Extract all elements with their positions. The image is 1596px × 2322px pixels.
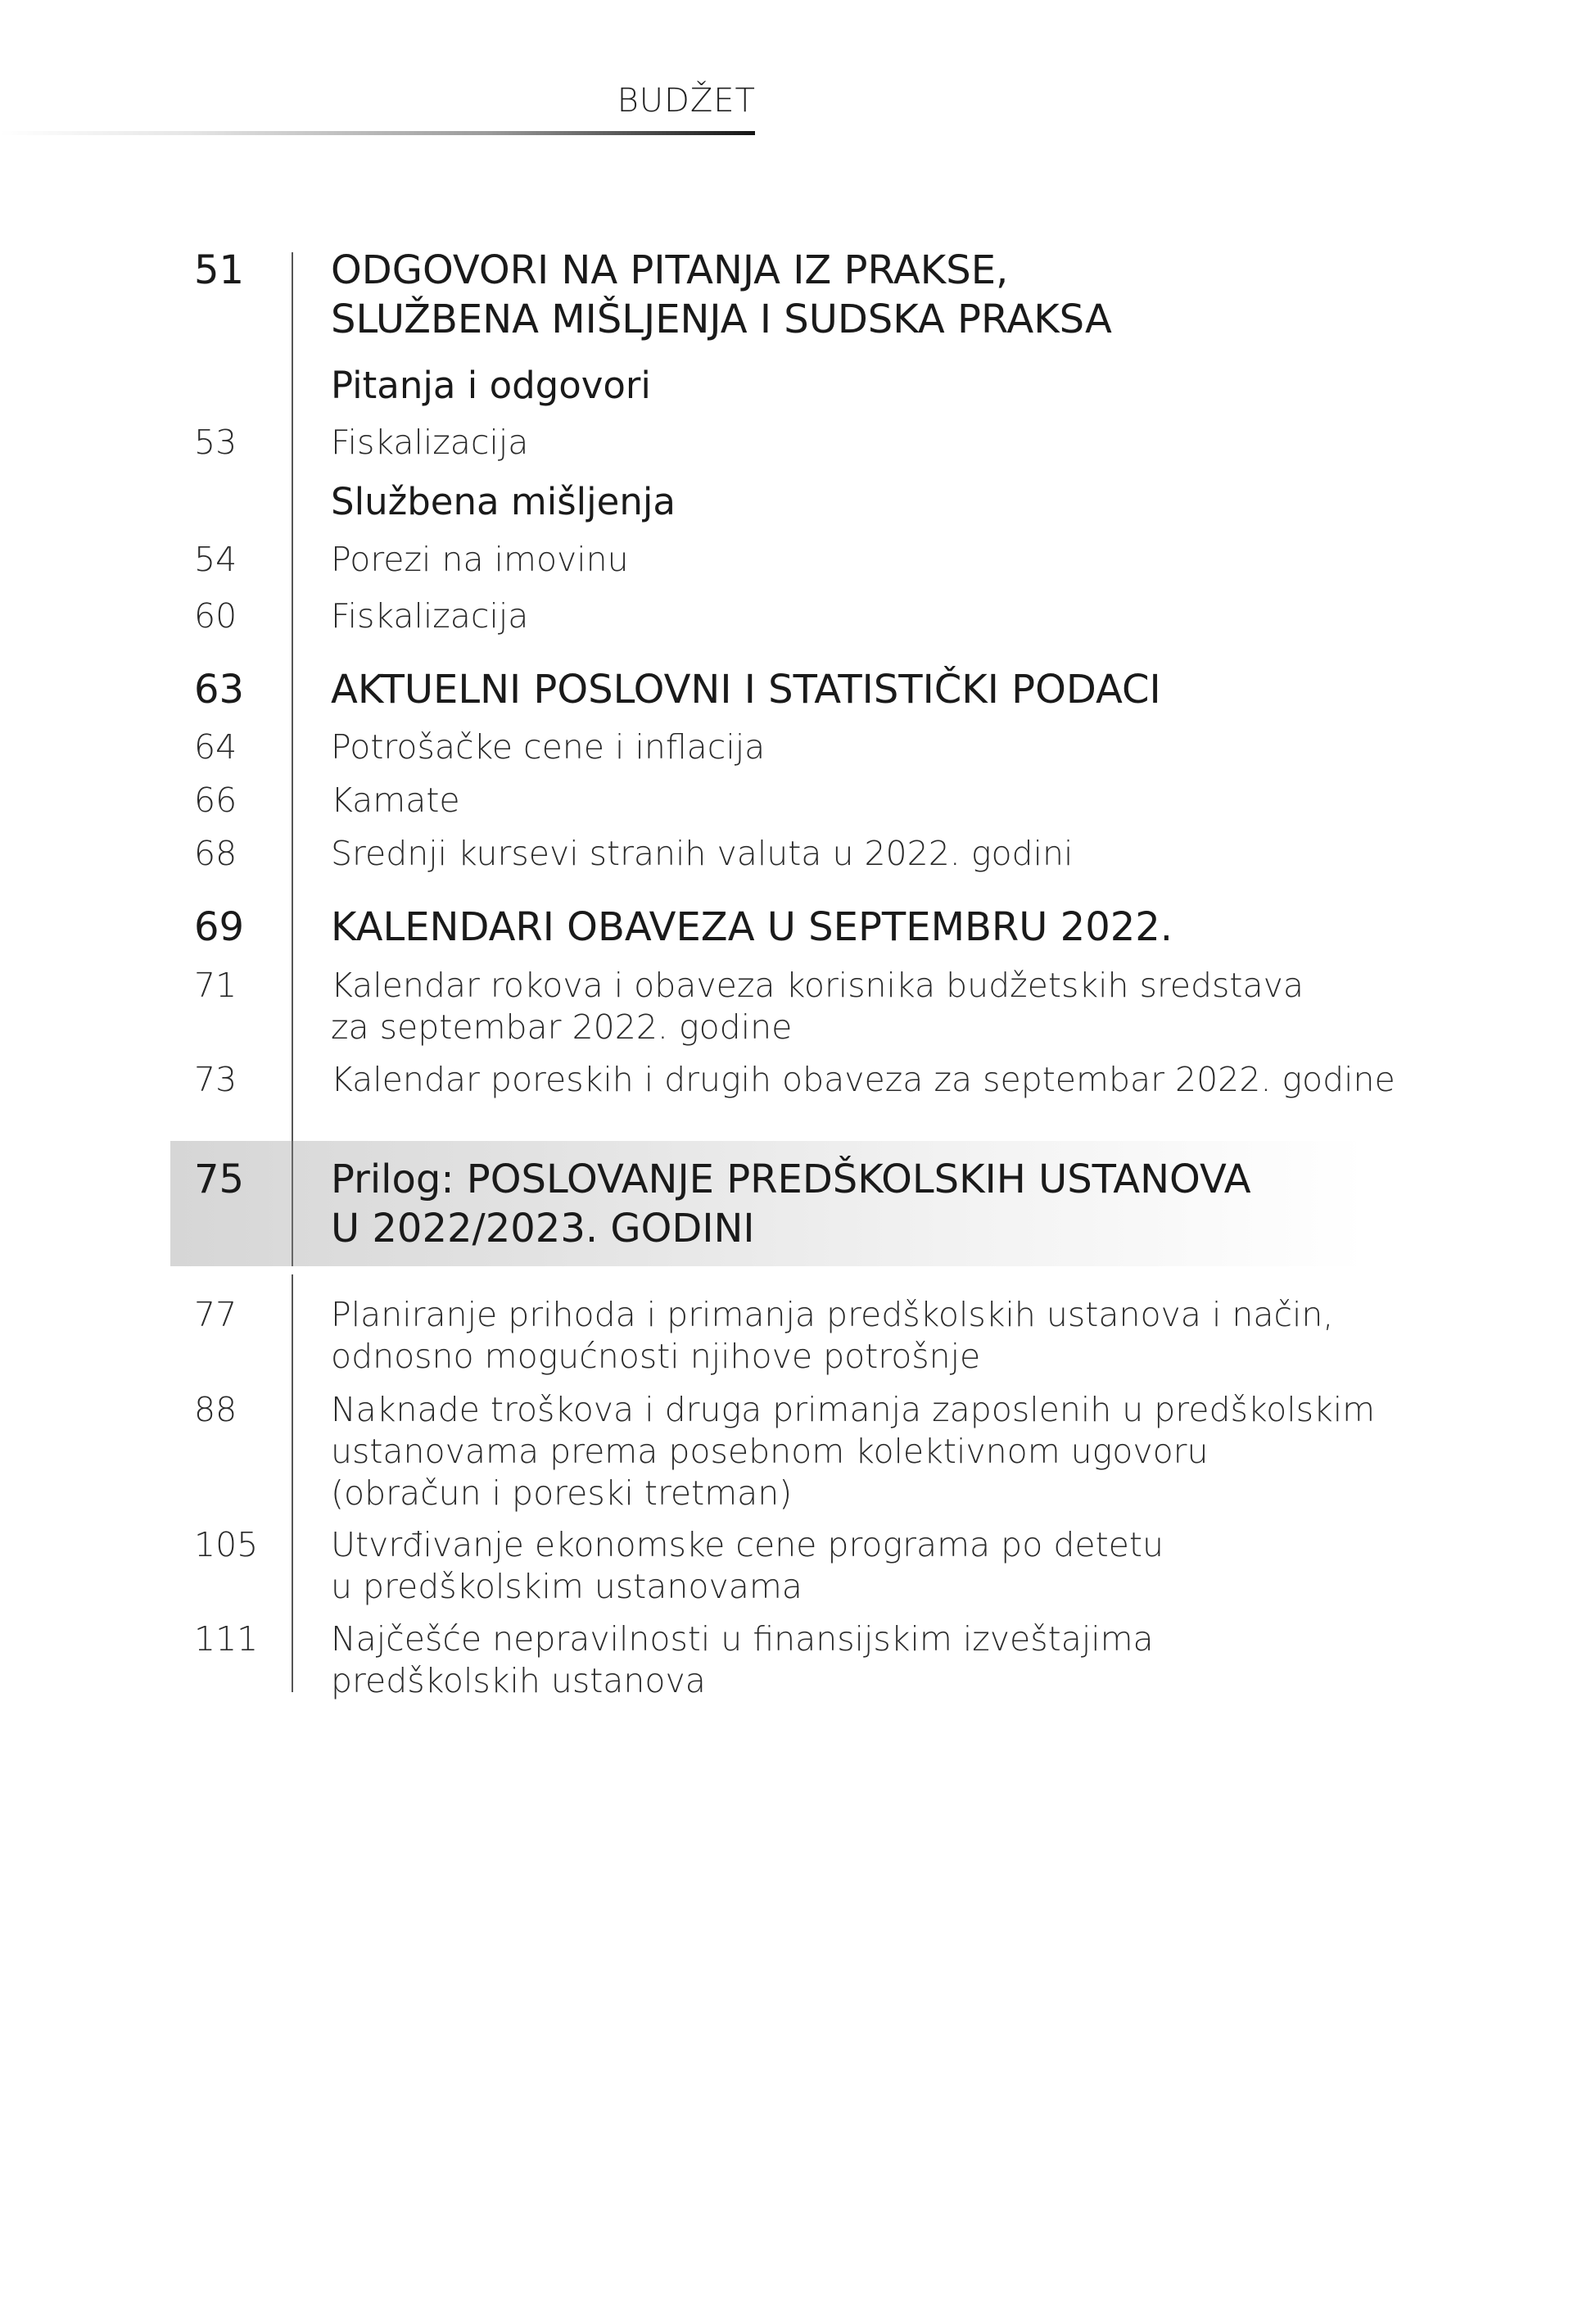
toc-page-number: 64 [194, 727, 237, 767]
toc-title-line: (obračun i poreski tretman) [331, 1473, 793, 1513]
toc-entry-title [331, 1618, 1477, 1702]
toc-entry-title: Fiskalizacija [331, 423, 529, 462]
toc-title-line: odnosno mogućnosti njihove potrošnje [331, 1337, 981, 1376]
toc-entry-title: Porezi na imovinu [331, 540, 629, 579]
toc-entry-title: Kamate [331, 781, 460, 820]
toc-title-line: Kalendar rokova i obaveza korisnika budžetskih sredstava [331, 966, 1304, 1005]
toc-page-number: 60 [194, 596, 237, 636]
toc-title-line: Planiranje prihoda i primanja predškolskih ustanova i način, [331, 1295, 1334, 1334]
toc-title-line: ustanovama prema posebnom kolektivnom ugovoru [331, 1432, 1209, 1471]
toc-entry-title [331, 1389, 1477, 1514]
toc-page-number: 51 [194, 247, 245, 293]
toc-entry-title: Srednji kursevi stranih valuta u 2022. godini [331, 834, 1074, 873]
toc-page-number: 54 [194, 540, 237, 579]
toc-page-number: 77 [194, 1295, 237, 1334]
toc-title-line: predškolskih ustanova [331, 1661, 706, 1700]
toc-page-number: 68 [194, 834, 237, 873]
running-header-title: BUDŽET [617, 82, 756, 120]
toc-page-number: 105 [194, 1525, 259, 1564]
toc-divider-appendix [292, 1141, 293, 1266]
header-rule [0, 131, 755, 135]
toc-subheading-title: Pitanja i odgovori [331, 364, 651, 407]
toc-page-number: 53 [194, 423, 237, 462]
toc-page-number: 111 [194, 1619, 259, 1659]
toc-divider-top [292, 252, 293, 1141]
toc-entry-title [331, 1524, 1477, 1608]
toc-page-number: 73 [194, 1060, 237, 1099]
toc-entry-title [331, 1294, 1477, 1378]
toc-entry-title: Fiskalizacija [331, 596, 529, 636]
toc-title-line: Prilog: POSLOVANJE PREDŠKOLSKIH USTANOVA [331, 1156, 1251, 1202]
toc-entry-title [331, 965, 1477, 1048]
toc-title-line: U 2022/2023. GODINI [331, 1206, 755, 1252]
toc-title-line: za septembar 2022. godine [331, 1007, 793, 1047]
toc-subheading-title: Službena mišljenja [331, 480, 676, 523]
toc-entry-title: AKTUELNI POSLOVNI I STATISTIČKI PODACI [331, 667, 1161, 713]
toc-page-number: 66 [194, 781, 237, 820]
toc-page-number: 71 [194, 966, 237, 1005]
toc-title-line: SLUŽBENA MIŠLJENJA I SUDSKA PRAKSA [331, 296, 1112, 342]
toc-entry-title [331, 246, 1477, 344]
toc-entry-title: KALENDARI OBAVEZA U SEPTEMBRU 2022. [331, 904, 1173, 950]
toc-title-line: Najčešće nepravilnosti u finansijskim izveštajima [331, 1619, 1154, 1659]
toc-title-line: ODGOVORI NA PITANJA IZ PRAKSE, [331, 247, 1009, 293]
toc-title-line: Utvrđivanje ekonomske cene programa po detetu [331, 1525, 1164, 1564]
toc-page-number: 75 [194, 1156, 245, 1202]
toc-entry-title: Potrošačke cene i inflacija [331, 727, 766, 767]
toc-page-number: 63 [194, 667, 245, 713]
toc-entry-title: Kalendar poreskih i drugih obaveza za septembar 2022. godine [331, 1060, 1395, 1099]
toc-title-line: Naknade troškova i druga primanja zaposlenih u predškolskim [331, 1390, 1376, 1429]
toc-entry-title [331, 1155, 1477, 1253]
toc-page-number: 88 [194, 1390, 237, 1429]
toc-divider-bottom [292, 1274, 293, 1692]
toc-title-line: u predškolskim ustanovama [331, 1567, 803, 1606]
toc-page-number: 69 [194, 904, 245, 950]
